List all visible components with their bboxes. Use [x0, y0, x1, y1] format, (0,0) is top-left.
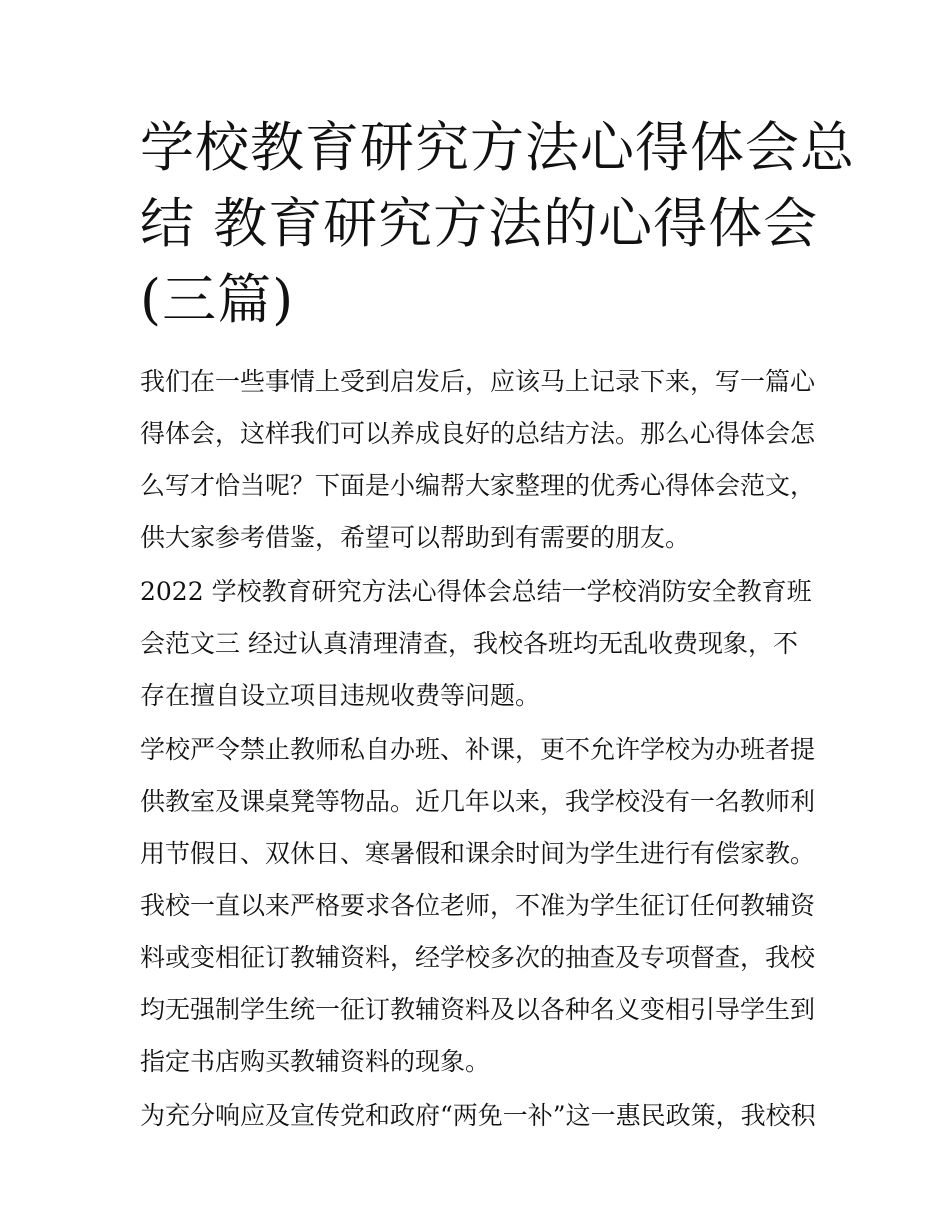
paragraph-materials — [140, 880, 820, 1088]
text-line: 指定书店购买教辅资料的现象。 — [140, 1047, 491, 1076]
title-line: 结 教育研究方法的心得体会 — [140, 192, 819, 255]
document-body — [140, 356, 820, 1142]
text-line: 供教室及课桌凳等物品。近几年以来，我学校没有一名教师利 — [140, 787, 816, 816]
text-line: 为充分响应及宣传党和政府“两免一补”这一惠民政策，我校积 — [140, 1101, 816, 1130]
text-line: 学校严令禁止教师私自办班、补课，更不允许学校为办班者提 — [140, 735, 816, 764]
paragraph-tutoring — [140, 724, 820, 880]
paragraph-summary — [140, 566, 820, 722]
text-line: 我校一直以来严格要求各位老师，不准为学生征订任何教辅资 — [140, 891, 816, 920]
text-line: 供大家参考借鉴，希望可以帮助到有需要的朋友。 — [140, 523, 691, 552]
paragraph-intro — [140, 356, 820, 564]
text-line: 均无强制学生统一征订教辅资料及以各种名义变相引导学生到 — [140, 995, 816, 1024]
text-line: 料或变相征订教辅资料，经学校多次的抽查及专项督查，我校 — [140, 943, 816, 972]
title-line: (三篇) — [140, 268, 295, 331]
text-line: 得体会，这样我们可以养成良好的总结方法。那么心得体会怎 — [140, 419, 816, 448]
text-line: 我们在一些事情上受到启发后，应该马上记录下来，写一篇心 — [140, 367, 816, 396]
text-line: 2022 学校教育研究方法心得体会总结一学校消防安全教育班 — [140, 577, 812, 606]
text-line: 存在擅自设立项目违规收费等问题。 — [140, 681, 541, 710]
text-line: 用节假日、双休日、寒暑假和课余时间为学生进行有偿家教。 — [140, 839, 816, 868]
text-line: 会范文三 经过认真清理清查，我校各班均无乱收费现象，不 — [140, 629, 798, 658]
text-line: 么写才恰当呢？下面是小编帮大家整理的优秀心得体会范文， — [140, 471, 816, 500]
document-title — [140, 110, 855, 338]
title-line: 学校教育研究方法心得体会总 — [140, 116, 855, 179]
paragraph-policy — [140, 1090, 820, 1142]
